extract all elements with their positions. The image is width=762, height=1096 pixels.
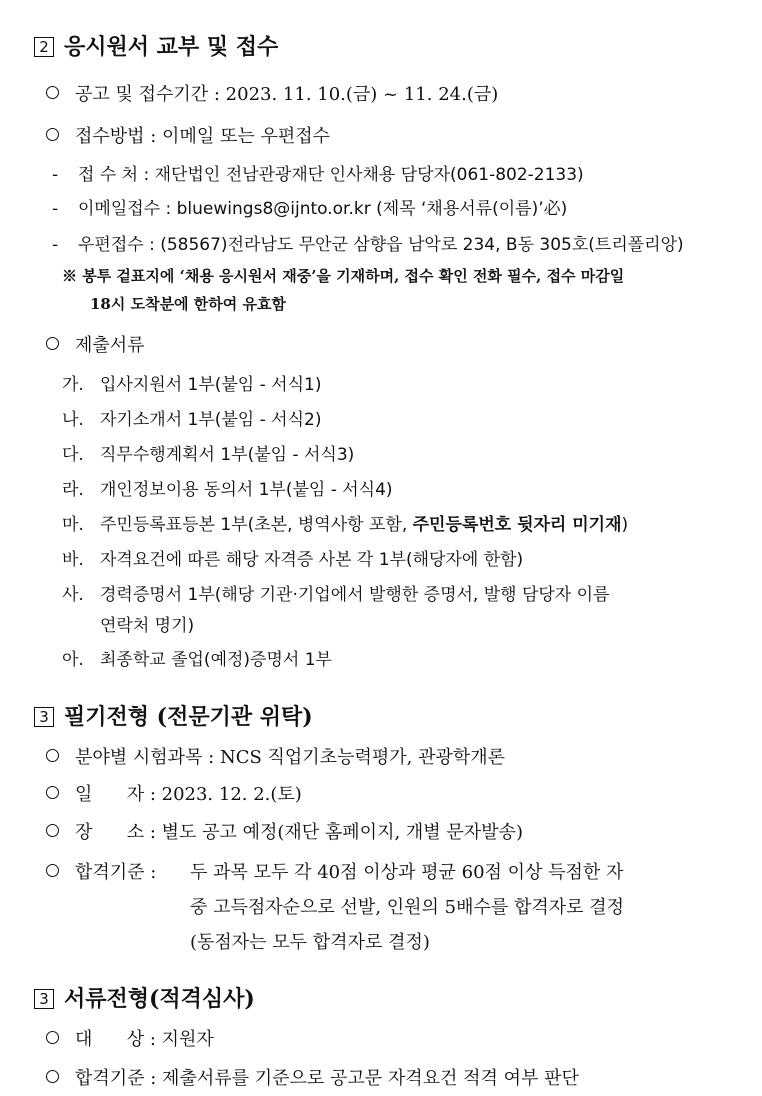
bold-emphasis: 주민등록번호 뒷자리 미기재	[412, 515, 622, 535]
doc-item: 다. 직무수행계획서 1부(붙임 - 서식3)	[62, 445, 355, 465]
doc-item: 사. 경력증명서 1부(해당 기관·기업에서 발행한 증명서, 발행 담당자 이름	[62, 585, 610, 605]
doc-item: 바. 자격요건에 따른 해당 자격증 사본 각 1부(해당자에 한함)	[62, 550, 524, 570]
bullet-pass	[46, 858, 156, 884]
bullet-method	[46, 122, 330, 148]
circle-bullet-icon	[46, 749, 59, 762]
section-heading-written-exam	[34, 700, 313, 731]
subjects-text: 분야별 시험과목 : NCS 직업기초능력평가, 관광학개론	[75, 747, 506, 768]
pass-line-2: 중 고득점자순으로 선발, 인원의 5배수를 합격자로 결정	[190, 897, 625, 918]
section-number-box: 3	[34, 707, 54, 727]
dash-email: - 이메일접수 : bluewings8@ijnto.or.kr (제목 ‘채용서류(이름)’必)	[52, 199, 568, 219]
doc-item: 마. 주민등록표등본 1부(초본, 병역사항 포함, 주민등록번호 뒷자리 미기재)	[62, 515, 629, 535]
circle-bullet-icon	[46, 1031, 59, 1044]
circle-bullet-icon	[46, 128, 59, 141]
dash-recv: - 접 수 처 : 재단법인 전남관광재단 인사채용 담당자(061-802-2133)	[52, 165, 584, 185]
method-text: 접수방법 : 이메일 또는 우편접수	[75, 126, 330, 147]
doc-item: 나. 자기소개서 1부(붙임 - 서식2)	[62, 410, 322, 430]
doc-item: 라. 개인정보이용 동의서 1부(붙임 - 서식4)	[62, 480, 393, 500]
section-title: 필기전형 (전문기관 위탁)	[64, 704, 313, 730]
date-text: 일 자 : 2023. 12. 2.(토)	[75, 784, 302, 805]
section-title: 서류전형(적격심사)	[64, 986, 255, 1012]
circle-bullet-icon	[46, 1070, 59, 1083]
circle-bullet-icon	[46, 824, 59, 837]
docs-label: 제출서류	[75, 335, 145, 356]
pass-label: 합격기준 :	[75, 862, 157, 883]
target-text: 대 상 : 지원자	[75, 1029, 214, 1050]
section-number-box: 2	[34, 37, 54, 57]
section-heading-application	[34, 30, 278, 61]
section-heading-document-screening	[34, 982, 255, 1013]
pass-line-1: 두 과목 모두 각 40점 이상과 평균 60점 이상 득점한 자	[190, 862, 624, 883]
bullet-period	[46, 80, 498, 106]
place-text: 장 소 : 별도 공고 예정(재단 홈페이지, 개별 문자발송)	[75, 822, 523, 843]
circle-bullet-icon	[46, 786, 59, 799]
pass-line-3: (동점자는 모두 합격자로 결정)	[190, 932, 430, 953]
period-text: 공고 및 접수기간 : 2023. 11. 10.(금) ~ 11. 24.(금)	[75, 84, 499, 105]
bullet-place	[46, 818, 523, 844]
doc-item-continued: 연락처 명기)	[100, 616, 195, 636]
doc-item: 가. 입사지원서 1부(붙임 - 서식1)	[62, 375, 322, 395]
doc-pass-text: 합격기준 : 제출서류를 기준으로 공고문 자격요건 적격 여부 판단	[75, 1068, 579, 1089]
recv-text: 접 수 처 : 재단법인 전남관광재단 인사채용 담당자(061-802-2133)	[78, 165, 584, 185]
section-number-box: 3	[34, 989, 54, 1009]
bullet-target	[46, 1025, 214, 1051]
bullet-subjects	[46, 743, 505, 769]
circle-bullet-icon	[46, 864, 59, 877]
dash-post: - 우편접수 : (58567)전라남도 무안군 삼향읍 남악로 234, B동 305호(트리폴리앙)	[52, 235, 684, 255]
email-text: 이메일접수 : bluewings8@ijnto.or.kr (제목 ‘채용서류(이름)’必)	[78, 199, 568, 219]
note-line-2: 18시 도착분에 한하여 유효함	[90, 295, 286, 313]
bullet-docs	[46, 331, 145, 357]
note-line-1: ※ 봉투 겉표지에 ‘채용 응시원서 재중’을 기재하며, 접수 확인 전화 필수, 접수 마감일	[62, 267, 625, 285]
section-title: 응시원서 교부 및 접수	[64, 34, 279, 60]
doc-item: 아. 최종학교 졸업(예정)증명서 1부	[62, 650, 332, 670]
bullet-date	[46, 780, 302, 806]
circle-bullet-icon	[46, 86, 59, 99]
post-text: 우편접수 : (58567)전라남도 무안군 삼향읍 남악로 234, B동 305호(트리폴리앙)	[78, 235, 684, 255]
bullet-doc-pass	[46, 1064, 579, 1090]
circle-bullet-icon	[46, 337, 59, 350]
